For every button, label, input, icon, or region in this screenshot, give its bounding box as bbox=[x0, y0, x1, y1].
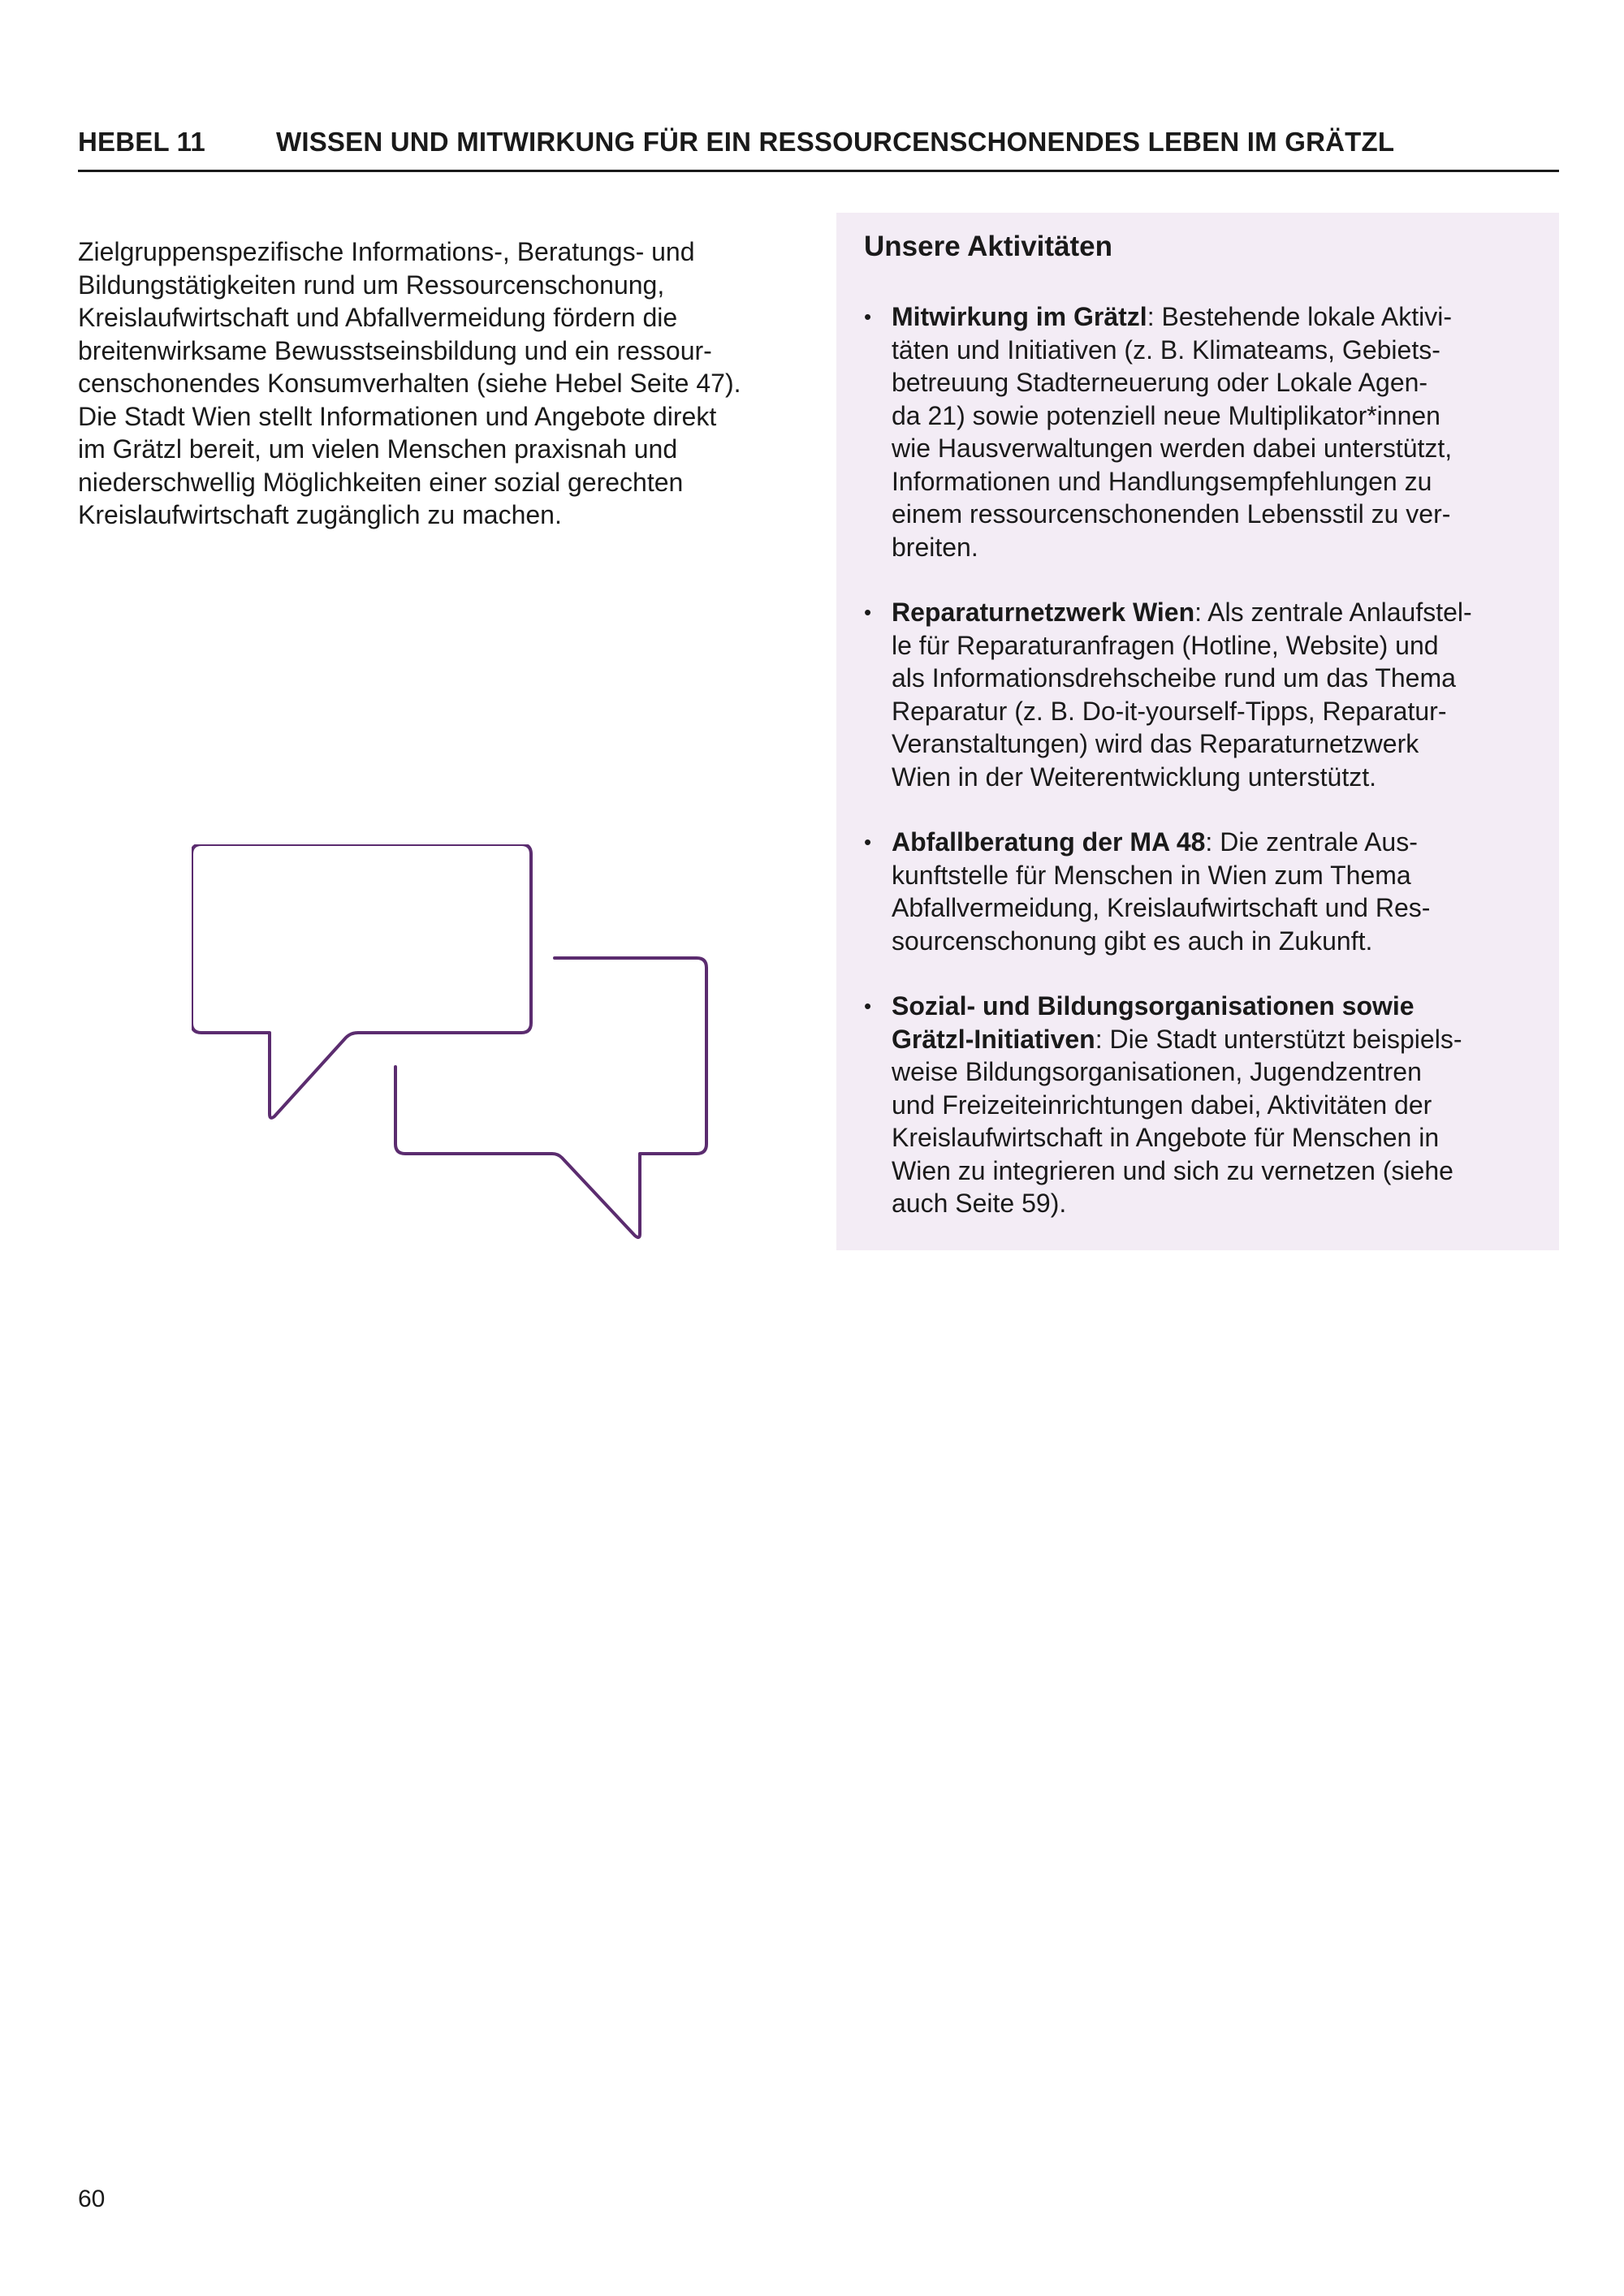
bullet-icon: • bbox=[864, 830, 872, 854]
bullet-icon: • bbox=[864, 304, 872, 329]
activity-text: weise Bildungsorganisationen, Jugendzentren bbox=[892, 1057, 1422, 1086]
activities-heading: Unsere Aktivitäten bbox=[864, 231, 1113, 262]
activity-text: auch Seite 59). bbox=[892, 1189, 1067, 1218]
intro-line: breitenwirksame Bewusstseinsbildung und ein ressour- bbox=[78, 335, 712, 365]
activity-text: Wien in der Weiterentwicklung unterstützt. bbox=[892, 762, 1376, 792]
intro-line: Zielgruppenspezifische Informations-, Beratungs- und bbox=[78, 237, 695, 266]
activity-text: sourcenschonung gibt es auch in Zukunft. bbox=[892, 926, 1373, 956]
activity-title: Reparaturnetzwerk Wien bbox=[892, 598, 1195, 627]
activity-line bbox=[892, 662, 1538, 695]
activity-line bbox=[892, 531, 1538, 564]
activity-text: und Freizeiteinrichtungen dabei, Aktivitäten der bbox=[892, 1090, 1432, 1120]
activity-line bbox=[892, 1121, 1538, 1154]
activity-text: : Die Stadt unterstützt beispiels- bbox=[1095, 1024, 1462, 1054]
activity-line bbox=[892, 432, 1538, 465]
activity-text: Reparatur (z. B. Do-it-yourself-Tipps, Reparatur- bbox=[892, 696, 1447, 726]
activity-line bbox=[892, 859, 1538, 892]
lever-label: HEBEL 11 bbox=[78, 127, 205, 157]
activity-line bbox=[892, 826, 1538, 859]
activity-line bbox=[892, 891, 1538, 925]
activity-text: : Als zentrale Anlaufstel- bbox=[1194, 598, 1472, 627]
activity-line bbox=[892, 727, 1538, 761]
intro-line: Kreislaufwirtschaft zugänglich zu machen. bbox=[78, 500, 562, 529]
activity-text: Wien zu integrieren und sich zu vernetzen (siehe bbox=[892, 1155, 1453, 1185]
activity-line bbox=[892, 629, 1538, 662]
activity-text: Veranstaltungen) wird das Reparaturnetzwerk bbox=[892, 729, 1419, 758]
activity-line bbox=[892, 1089, 1538, 1122]
activity-text: betreuung Stadterneuerung oder Lokale Agen- bbox=[892, 368, 1428, 397]
activity-line bbox=[892, 498, 1538, 531]
activity-title: Sozial- und Bildungsorganisationen sowie bbox=[892, 991, 1415, 1021]
activity-item bbox=[864, 596, 1538, 793]
intro-line: censchonendes Konsumverhalten (siehe Hebel Seite 47). bbox=[78, 369, 741, 398]
activity-line bbox=[892, 1187, 1538, 1220]
activity-line bbox=[892, 695, 1538, 728]
activity-title: Grätzl-Initiativen bbox=[892, 1024, 1095, 1054]
bullet-icon: • bbox=[864, 600, 872, 624]
activities-list bbox=[864, 300, 1538, 1253]
page-title: WISSEN UND MITWIRKUNG FÜR EIN RESSOURCENSCHONENDES LEBEN IM GRÄTZL bbox=[276, 127, 1395, 157]
activity-text: Kreislaufwirtschaft in Angebote für Menschen in bbox=[892, 1123, 1440, 1152]
intro-line: Bildungstätigkeiten rund um Ressourcenschonung, bbox=[78, 270, 665, 300]
activity-line bbox=[892, 465, 1538, 498]
activity-line bbox=[892, 300, 1538, 334]
speech-bubble-back bbox=[395, 958, 706, 1237]
activity-text: Informationen und Handlungsempfehlungen zu bbox=[892, 466, 1432, 496]
activity-text: als Informationsdrehscheibe rund um das Thema bbox=[892, 663, 1456, 693]
activity-text: breiten. bbox=[892, 532, 978, 562]
activity-line bbox=[892, 925, 1538, 958]
activity-text: le für Reparaturanfragen (Hotline, Website) und bbox=[892, 630, 1439, 660]
activity-line bbox=[892, 761, 1538, 794]
activity-line bbox=[892, 596, 1538, 629]
activity-item bbox=[864, 300, 1538, 563]
bullet-icon: • bbox=[864, 994, 872, 1018]
activity-text: da 21) sowie potenziell neue Multiplikator*innen bbox=[892, 400, 1440, 430]
intro-paragraph bbox=[78, 235, 809, 532]
activity-text: Abfallvermeidung, Kreislaufwirtschaft und Res- bbox=[892, 893, 1431, 922]
intro-line: Kreislaufwirtschaft und Abfallvermeidung fördern die bbox=[78, 303, 678, 332]
activity-line bbox=[892, 334, 1538, 367]
activity-line bbox=[892, 366, 1538, 399]
activity-text: : Die zentrale Aus- bbox=[1205, 827, 1418, 857]
activity-line bbox=[892, 990, 1538, 1023]
speech-bubble-front bbox=[192, 844, 531, 1118]
activity-text: kunftstelle für Menschen in Wien zum Thema bbox=[892, 860, 1411, 890]
activity-line bbox=[892, 1023, 1538, 1056]
activity-title: Abfallberatung der MA 48 bbox=[892, 827, 1206, 857]
activity-line bbox=[892, 1055, 1538, 1089]
activity-text: wie Hausverwaltungen werden dabei unterstützt, bbox=[892, 434, 1453, 463]
page-number: 60 bbox=[78, 2186, 106, 2212]
activity-text: täten und Initiativen (z. B. Klimateams, Gebiets- bbox=[892, 334, 1440, 365]
activities-box bbox=[836, 213, 1559, 1250]
speech-bubbles-icon bbox=[192, 844, 711, 1242]
activity-line bbox=[892, 399, 1538, 433]
activity-text: : Bestehende lokale Aktivi- bbox=[1147, 302, 1453, 331]
activity-item bbox=[864, 990, 1538, 1220]
activity-line bbox=[892, 1154, 1538, 1188]
intro-line: im Grätzl bereit, um vielen Menschen praxisnah und bbox=[78, 434, 678, 464]
intro-line: niederschwellig Möglichkeiten einer sozial gerechten bbox=[78, 467, 684, 497]
activity-title: Mitwirkung im Grätzl bbox=[892, 302, 1147, 331]
activity-item bbox=[864, 826, 1538, 957]
page-header bbox=[78, 123, 1559, 172]
intro-line: Die Stadt Wien stellt Informationen und Angebote direkt bbox=[78, 401, 717, 431]
activity-text: einem ressourcenschonenden Lebensstil zu ver- bbox=[892, 499, 1451, 529]
